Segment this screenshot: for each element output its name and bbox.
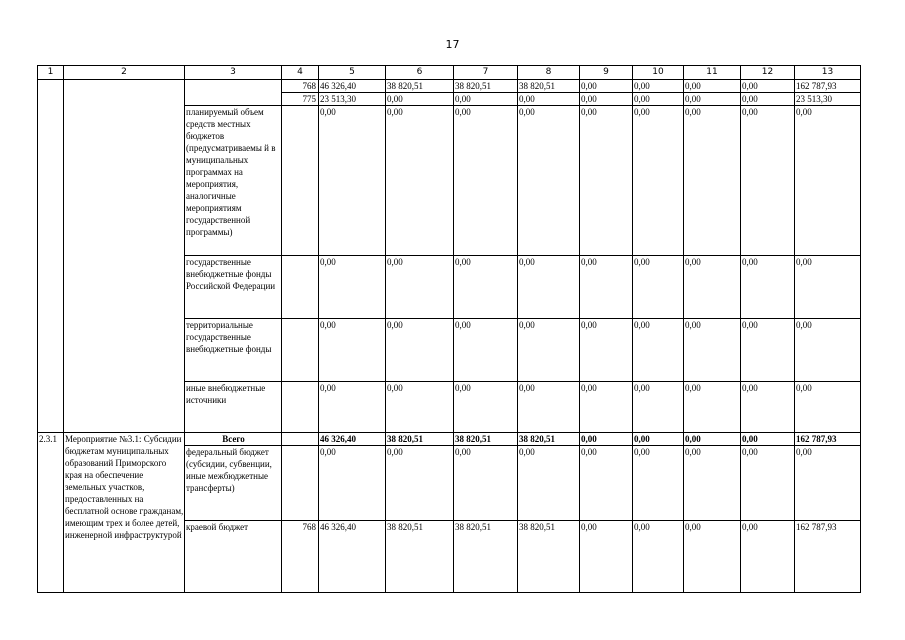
value-cell: 0,00 <box>454 382 518 433</box>
value-cell: 0,00 <box>386 93 454 106</box>
measure-number: 2.3.1 <box>38 433 64 593</box>
value-cell: 0,00 <box>741 319 795 382</box>
value-cell: 0,00 <box>684 521 741 593</box>
value-cell: 0,00 <box>454 256 518 319</box>
header-row <box>38 66 861 80</box>
value-cell: 0,00 <box>580 446 633 521</box>
value-cell: 0,00 <box>741 521 795 593</box>
value-cell: 0,00 <box>386 382 454 433</box>
value-cell: 23 513,30 <box>795 93 861 106</box>
value-cell: 0,00 <box>580 319 633 382</box>
value-cell: 0,00 <box>580 433 633 446</box>
code-cell <box>282 256 319 319</box>
code-cell: 768 <box>282 521 319 593</box>
value-cell: 0,00 <box>580 106 633 256</box>
source-cell: территориальные государственные внебюджетные фонды <box>185 319 282 382</box>
value-cell: 0,00 <box>741 256 795 319</box>
value-cell: 0,00 <box>684 106 741 256</box>
value-cell: 0,00 <box>684 93 741 106</box>
value-cell: 0,00 <box>741 80 795 93</box>
value-cell: 162 787,93 <box>795 521 861 593</box>
value-cell: 0,00 <box>518 93 580 106</box>
value-cell: 0,00 <box>518 106 580 256</box>
header-cell: 9 <box>580 66 633 80</box>
value-cell: 38 820,51 <box>386 433 454 446</box>
value-cell: 0,00 <box>319 106 386 256</box>
source-cell: иные внебюджетные источники <box>185 382 282 433</box>
value-cell: 0,00 <box>386 106 454 256</box>
value-cell: 0,00 <box>518 319 580 382</box>
value-cell: 0,00 <box>454 446 518 521</box>
header-cell: 13 <box>795 66 861 80</box>
number-cell <box>38 80 64 433</box>
page-number: 17 <box>445 38 460 51</box>
name-cell <box>64 80 185 433</box>
value-cell: 38 820,51 <box>518 521 580 593</box>
value-cell: 0,00 <box>684 319 741 382</box>
value-cell: 0,00 <box>795 319 861 382</box>
value-cell: 0,00 <box>319 446 386 521</box>
code-cell <box>282 382 319 433</box>
value-cell: 23 513,30 <box>319 93 386 106</box>
value-cell: 38 820,51 <box>518 433 580 446</box>
value-cell: 0,00 <box>633 93 684 106</box>
value-cell: 0,00 <box>633 382 684 433</box>
value-cell: 0,00 <box>633 256 684 319</box>
header-cell: 7 <box>454 66 518 80</box>
code-cell: 775 <box>282 93 319 106</box>
value-cell: 0,00 <box>684 256 741 319</box>
source-cell <box>185 80 282 106</box>
header-cell: 6 <box>386 66 454 80</box>
source-cell: краевой бюджет <box>185 521 282 593</box>
value-cell: 0,00 <box>319 382 386 433</box>
header-cell: 3 <box>185 66 282 80</box>
value-cell: 0,00 <box>580 256 633 319</box>
value-cell: 0,00 <box>454 93 518 106</box>
header-cell: 12 <box>741 66 795 80</box>
value-cell: 46 326,40 <box>319 80 386 93</box>
header-cell: 2 <box>64 66 185 80</box>
source-cell: федеральный бюджет (субсидии, субвенции, иные межбюджетные трансферты) <box>185 446 282 521</box>
value-cell: 0,00 <box>633 80 684 93</box>
value-cell: 0,00 <box>454 319 518 382</box>
value-cell: 0,00 <box>684 80 741 93</box>
table-row <box>38 80 861 93</box>
value-cell: 0,00 <box>518 256 580 319</box>
value-cell: 0,00 <box>633 106 684 256</box>
value-cell: 0,00 <box>741 446 795 521</box>
value-cell: 0,00 <box>741 433 795 446</box>
header-cell: 11 <box>684 66 741 80</box>
code-cell <box>282 319 319 382</box>
value-cell: 0,00 <box>633 319 684 382</box>
value-cell: 38 820,51 <box>386 80 454 93</box>
measure-name: Мероприятие №3.1: Субсидии бюджетам муниципальных образований Приморского края на обеспечение земельных участков, предоставленных на бесплатной основе гражданам, имеющим трех и более детей, инженерной инфраструктурой <box>64 433 185 593</box>
code-cell: 768 <box>282 80 319 93</box>
value-cell: 0,00 <box>795 446 861 521</box>
value-cell: 0,00 <box>633 433 684 446</box>
value-cell: 0,00 <box>741 382 795 433</box>
value-cell: 38 820,51 <box>518 80 580 93</box>
code-cell <box>282 106 319 256</box>
value-cell: 0,00 <box>386 319 454 382</box>
value-cell: 0,00 <box>580 521 633 593</box>
header-cell: 5 <box>319 66 386 80</box>
value-cell: 0,00 <box>795 106 861 256</box>
value-cell: 0,00 <box>518 446 580 521</box>
code-cell <box>282 433 319 446</box>
value-cell: 0,00 <box>386 256 454 319</box>
source-cell: планируемый объем средств местных бюджетов (предусматриваемы й в муниципальных программах на мероприятия, аналогичные мероприятиям государственной программы) <box>185 106 282 256</box>
value-cell: 162 787,93 <box>795 433 861 446</box>
budget-table <box>37 65 861 593</box>
value-cell: 0,00 <box>580 93 633 106</box>
value-cell: 0,00 <box>795 382 861 433</box>
value-cell: 0,00 <box>319 319 386 382</box>
value-cell: 0,00 <box>454 106 518 256</box>
value-cell: 162 787,93 <box>795 80 861 93</box>
value-cell: 0,00 <box>633 446 684 521</box>
source-cell: Всего <box>185 433 282 446</box>
value-cell: 46 326,40 <box>319 433 386 446</box>
value-cell: 38 820,51 <box>454 521 518 593</box>
value-cell: 0,00 <box>795 256 861 319</box>
value-cell: 0,00 <box>580 382 633 433</box>
value-cell: 0,00 <box>684 382 741 433</box>
table-row-total <box>38 433 861 446</box>
value-cell: 0,00 <box>319 256 386 319</box>
value-cell: 0,00 <box>741 106 795 256</box>
value-cell: 46 326,40 <box>319 521 386 593</box>
code-cell <box>282 446 319 521</box>
header-cell: 4 <box>282 66 319 80</box>
value-cell: 0,00 <box>386 446 454 521</box>
value-cell: 38 820,51 <box>454 433 518 446</box>
header-cell: 10 <box>633 66 684 80</box>
value-cell: 0,00 <box>684 433 741 446</box>
value-cell: 0,00 <box>684 446 741 521</box>
source-cell: государственные внебюджетные фонды Российской Федерации <box>185 256 282 319</box>
value-cell: 0,00 <box>741 93 795 106</box>
header-cell: 8 <box>518 66 580 80</box>
value-cell: 0,00 <box>580 80 633 93</box>
header-cell: 1 <box>38 66 64 80</box>
value-cell: 38 820,51 <box>454 80 518 93</box>
value-cell: 0,00 <box>518 382 580 433</box>
value-cell: 0,00 <box>633 521 684 593</box>
value-cell: 38 820,51 <box>386 521 454 593</box>
